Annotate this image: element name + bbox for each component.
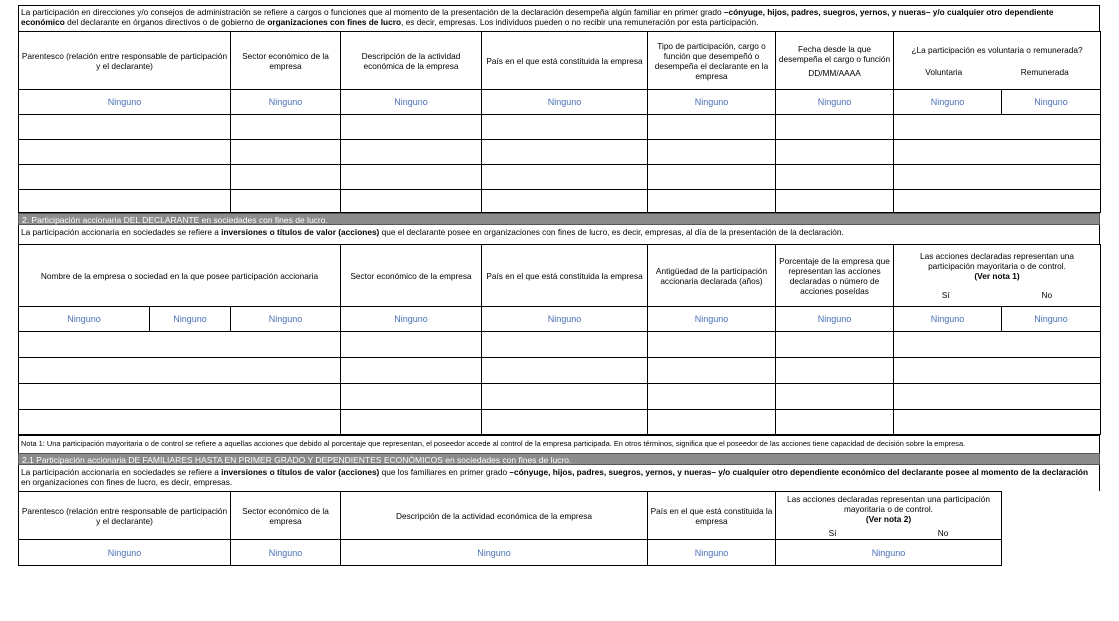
header-fecha-label: Fecha desde la que desempeña el cargo o función	[778, 43, 891, 64]
intro-text-segment: que el declarante posee en organizaciones con fines de lucro, es decir, empresas, al día de la presentación de la declaración.	[379, 227, 844, 237]
nota-1: Nota 1: Una participación mayoritaria o de control se refiere a aquellas acciones que debido al porcentaje que representan, el poseedor accede al control de la empresa participada. En otros términos, significa que el poseedor de las acciones tiene capacidad de decisión sobre la empresa.	[18, 435, 1100, 453]
empty-cell[interactable]	[894, 332, 1101, 358]
table-row	[19, 190, 1101, 213]
empty-cell[interactable]	[482, 358, 648, 384]
table-row	[19, 410, 1101, 435]
table-row	[19, 140, 1101, 165]
empty-cell[interactable]	[894, 115, 1101, 140]
intro-text-segment: organizaciones con fines de lucro	[267, 17, 402, 27]
header-fecha-format: DD/MM/AAAA	[808, 67, 861, 78]
header-mayoritaria-label: Las acciones declaradas representan una participación mayoritaria o de control.	[919, 251, 1075, 271]
empty-cell[interactable]	[341, 115, 482, 140]
section-2-1-title: 2.1 Participación accionaria DE FAMILIARES HASTA EN PRIMER GRADO Y DEPENDIENTES ECONÓMICOS en sociedades con fines de lucro.	[18, 453, 1100, 465]
header-descripcion: Descripción de la actividad económica de la empresa	[341, 32, 482, 90]
empty-cell[interactable]	[19, 410, 341, 435]
cell-value[interactable]: Ninguno	[19, 307, 150, 332]
header-antiguedad: Antigüedad de la participación accionaria declarada (años)	[648, 245, 776, 307]
empty-cell[interactable]	[776, 410, 894, 435]
header-porcentaje: Porcentaje de la empresa que representan las acciones declaradas o número de acciones poseídas	[776, 245, 894, 307]
cell-value[interactable]: Ninguno	[341, 90, 482, 115]
header-mayoritaria	[894, 245, 1101, 307]
header-no: No	[937, 527, 949, 538]
header-voluntaria: Voluntaria	[925, 66, 963, 77]
section-2-header-row	[19, 245, 1101, 307]
header-pais: País en el que está constituida la empresa	[648, 492, 776, 540]
table-row	[19, 307, 1101, 332]
section-1-header-row	[19, 32, 1101, 90]
table-row	[19, 384, 1101, 410]
section-2-1-header-row	[19, 492, 1101, 540]
empty-cell[interactable]	[894, 190, 1101, 213]
intro-text-segment: que los familiares en primer grado	[379, 467, 510, 477]
cell-value[interactable]: Ninguno	[231, 307, 341, 332]
section-1-intro	[18, 5, 1100, 31]
cell-value[interactable]: Ninguno	[19, 540, 231, 566]
header-voluntaria-question: ¿La participación es voluntaria o remunerada?	[911, 44, 1083, 55]
cell-value[interactable]: Ninguno	[150, 307, 231, 332]
empty-cell[interactable]	[19, 384, 341, 410]
section-1	[18, 5, 1100, 213]
cell-value[interactable]: Ninguno	[648, 307, 776, 332]
empty-cell[interactable]	[19, 190, 231, 213]
empty-cell[interactable]	[894, 358, 1101, 384]
empty-cell[interactable]	[19, 332, 341, 358]
cell-value[interactable]: Ninguno	[776, 540, 1002, 566]
header-ver-nota-2: (Ver nota 2)	[865, 513, 912, 524]
blank-cell	[1002, 492, 1101, 540]
cell-value[interactable]: Ninguno	[1002, 307, 1101, 332]
empty-cell[interactable]	[19, 140, 231, 165]
header-fecha	[776, 32, 894, 90]
intro-text-segment: –cónyuge, hijos, padres, suegros, yernos, y nueras– y/o cualquier otro dependiente económico	[21, 7, 1054, 27]
empty-cell[interactable]	[894, 410, 1101, 435]
section-2-table	[18, 244, 1101, 435]
empty-cell[interactable]	[341, 410, 482, 435]
table-row	[19, 165, 1101, 190]
header-no: No	[1041, 290, 1053, 300]
header-nombre-empresa: Nombre de la empresa o sociedad en la que posee participación accionaria	[19, 245, 341, 307]
cell-value[interactable]: Ninguno	[648, 90, 776, 115]
empty-cell[interactable]	[482, 165, 648, 190]
empty-cell[interactable]	[482, 410, 648, 435]
intro-text-segment: inversiones o títulos de valor (acciones)	[221, 227, 380, 237]
cell-value[interactable]: Ninguno	[231, 540, 341, 566]
empty-cell[interactable]	[341, 332, 482, 358]
empty-cell[interactable]	[776, 332, 894, 358]
header-descripcion: Descripción de la actividad económica de la empresa	[341, 492, 648, 540]
empty-cell[interactable]	[341, 165, 482, 190]
intro-text-segment: en organizaciones con fines de lucro, es decir, empresas.	[21, 477, 233, 487]
section-2-1-table	[18, 491, 1101, 566]
header-parentesco: Parentesco (relación entre responsable de participación y el declarante)	[19, 32, 231, 90]
empty-cell[interactable]	[341, 190, 482, 213]
header-sector: Sector económico de la empresa	[231, 32, 341, 90]
cell-value[interactable]: Ninguno	[648, 540, 776, 566]
cell-value[interactable]: Ninguno	[19, 90, 231, 115]
intro-text-segment: del declarante en órganos directivos o de gobierno de	[64, 17, 268, 27]
empty-cell[interactable]	[894, 165, 1101, 190]
empty-cell[interactable]	[482, 384, 648, 410]
empty-cell[interactable]	[19, 358, 341, 384]
header-mayoritaria	[776, 492, 1002, 540]
cell-value[interactable]: Ninguno	[894, 307, 1002, 332]
empty-cell[interactable]	[648, 190, 776, 213]
empty-cell[interactable]	[776, 190, 894, 213]
header-remunerada: Remunerada	[1020, 66, 1069, 77]
header-pais: País en el que está constituida la empresa	[482, 32, 648, 90]
section-1-table	[18, 31, 1101, 213]
empty-cell[interactable]	[341, 358, 482, 384]
intro-text-segment: –cónyuge, hijos, padres, suegros, yernos, y nueras– y/o cualquier otro dependiente económico del declarante posee al momento de la declaración	[509, 467, 1089, 477]
blank-cell	[1002, 540, 1101, 566]
section-2	[18, 213, 1100, 453]
empty-cell[interactable]	[648, 410, 776, 435]
cell-value[interactable]: Ninguno	[341, 307, 482, 332]
empty-cell[interactable]	[231, 115, 341, 140]
empty-cell[interactable]	[776, 384, 894, 410]
empty-cell[interactable]	[341, 140, 482, 165]
empty-cell[interactable]	[648, 358, 776, 384]
cell-value[interactable]: Ninguno	[231, 90, 341, 115]
empty-cell[interactable]	[231, 165, 341, 190]
section-2-title: 2. Participación accionaria DEL DECLARANTE en sociedades con fines de lucro.	[18, 213, 1100, 225]
table-row	[19, 540, 1101, 566]
cell-value[interactable]: Ninguno	[482, 90, 648, 115]
header-parentesco: Parentesco (relación entre responsable de participación y el declarante)	[19, 492, 231, 540]
empty-cell[interactable]	[482, 332, 648, 358]
cell-value[interactable]: Ninguno	[894, 90, 1002, 115]
table-row	[19, 90, 1101, 115]
empty-cell[interactable]	[894, 140, 1101, 165]
empty-cell[interactable]	[894, 384, 1101, 410]
empty-cell[interactable]	[648, 384, 776, 410]
intro-text-segment: La participación accionaria en sociedades se refiere a	[21, 467, 222, 477]
header-si: Sí	[828, 527, 837, 538]
empty-cell[interactable]	[19, 165, 231, 190]
cell-value[interactable]: Ninguno	[776, 90, 894, 115]
cell-value[interactable]: Ninguno	[1002, 90, 1101, 115]
section-2-1	[18, 453, 1100, 566]
table-row	[19, 358, 1101, 384]
cell-value[interactable]: Ninguno	[341, 540, 648, 566]
empty-cell[interactable]	[648, 140, 776, 165]
section-2-1-intro	[18, 465, 1100, 491]
empty-cell[interactable]	[648, 115, 776, 140]
empty-cell[interactable]	[231, 190, 341, 213]
empty-cell[interactable]	[776, 358, 894, 384]
table-row	[19, 332, 1101, 358]
declaration-form	[18, 5, 1100, 566]
empty-cell[interactable]	[482, 190, 648, 213]
empty-cell[interactable]	[482, 140, 648, 165]
table-row	[19, 115, 1101, 140]
header-sector: Sector económico de la empresa	[231, 492, 341, 540]
empty-cell[interactable]	[776, 140, 894, 165]
header-pais: País en el que está constituida la empresa	[482, 245, 648, 307]
empty-cell[interactable]	[482, 115, 648, 140]
intro-text-segment: La participación accionaria en sociedades se refiere a	[21, 227, 222, 237]
cell-value[interactable]: Ninguno	[776, 307, 894, 332]
header-mayoritaria-label: Las acciones declaradas representan una participación mayoritaria o de control.	[787, 493, 990, 514]
header-tipo: Tipo de participación, cargo o función que desempeñó o desempeña el declarante en la empresa	[648, 32, 776, 90]
intro-text-segment: , es decir, empresas. Los individuos pueden o no recibir una remuneración por esta participación.	[401, 17, 759, 27]
header-sector: Sector económico de la empresa	[341, 245, 482, 307]
empty-cell[interactable]	[648, 165, 776, 190]
empty-cell[interactable]	[341, 384, 482, 410]
empty-cell[interactable]	[776, 165, 894, 190]
empty-cell[interactable]	[19, 115, 231, 140]
header-si: Sí	[941, 290, 950, 300]
empty-cell[interactable]	[231, 140, 341, 165]
cell-value[interactable]: Ninguno	[482, 307, 648, 332]
empty-cell[interactable]	[776, 115, 894, 140]
intro-text-segment: inversiones o títulos de valor (acciones)	[221, 467, 380, 477]
section-2-intro	[18, 225, 1100, 244]
header-ver-nota-1: (Ver nota 1)	[974, 271, 1020, 281]
header-voluntaria-remunerada	[894, 32, 1101, 90]
intro-text-segment: La participación en direcciones y/o consejos de administración se refiere a cargos o funciones que al momento de la presentación de la declaración desempeña algún familiar en primer grado	[21, 7, 724, 17]
empty-cell[interactable]	[648, 332, 776, 358]
